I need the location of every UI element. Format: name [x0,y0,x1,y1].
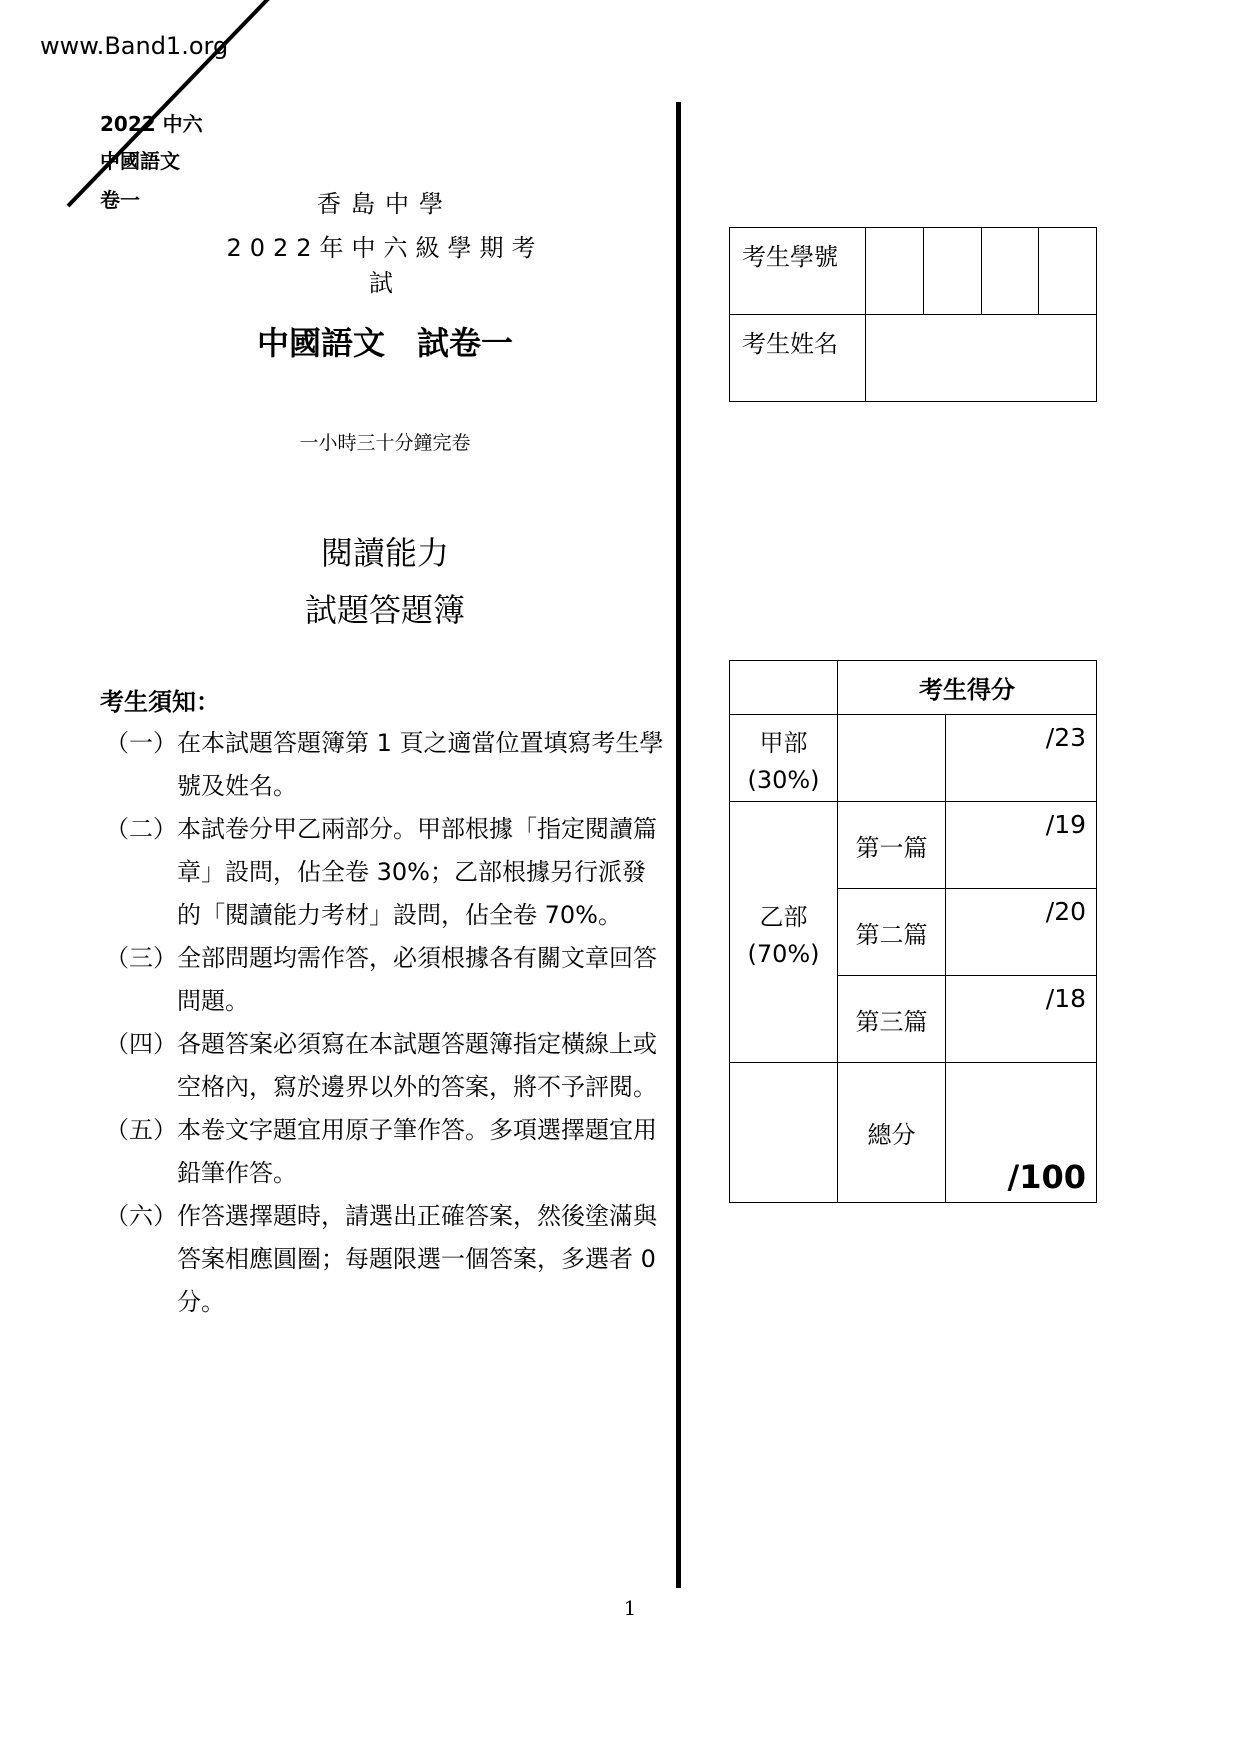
passage-3-max: /18 [946,976,1097,1063]
instruction-item: （五） 本卷文字題宜用原子筆作答。多項選擇題宜用鉛筆作答。 [105,1116,657,1187]
vertical-divider [676,102,681,1588]
instruction-item: （二） 本試卷分甲乙兩部分。甲部根據「指定閱讀篇章」設問，佔全卷 30%；乙部根據另行派發的「閱讀能力考材」設問，佔全卷 70%。 [105,815,657,929]
exam-title: 2022年中六級學期考試 [226,234,544,297]
instructions-list [105,722,665,1324]
score-table [729,660,1097,1203]
instruction-item: （一） 在本試題答題簿第 1 頁之適當位置填寫考生學號及姓名。 [105,729,664,800]
part-a-score-cell[interactable] [838,715,946,802]
corner-subject: 中國語文 [100,149,180,173]
candidate-name-label: 考生姓名 [730,315,866,402]
exam-duration: 一小時三十分鐘完卷 [299,432,471,454]
part-a-max: /23 [946,715,1097,802]
total-max: /100 [946,1063,1097,1203]
candidate-info-table [729,227,1097,402]
candidate-number-box[interactable] [981,228,1039,315]
candidate-number-box[interactable] [1039,228,1097,315]
passage-3-label: 第三篇 [838,976,946,1063]
school-name: 香島中學 [317,190,453,218]
corner-paper: 卷一 [100,188,140,212]
instruction-item: （六） 作答選擇題時，請選出正確答案，然後塗滿與答案相應圓圈；每題限選一個答案，多選者 0 分。 [105,1202,657,1316]
website-watermark: www.Band1.org [40,32,229,60]
part-a-label: 甲部 (30%) [730,715,838,802]
passage-1-label: 第一篇 [838,802,946,889]
booklet-title-line1: 閱讀能力 [320,534,449,572]
candidate-number-box[interactable] [923,228,981,315]
score-header: 考生得分 [838,661,1097,715]
candidate-number-box[interactable] [866,228,924,315]
booklet-title-line2: 試題答題簿 [304,591,465,629]
passage-1-max: /19 [946,802,1097,889]
instructions-title: 考生須知： [100,688,220,716]
passage-2-max: /20 [946,889,1097,976]
total-empty-cell [730,1063,838,1203]
candidate-number-label: 考生學號 [730,228,866,315]
score-corner-cell [730,661,838,715]
subject-title: 中國語文 試卷一 [256,324,513,362]
candidate-name-field[interactable] [866,315,1097,402]
total-label: 總分 [838,1063,946,1203]
instruction-item: （四） 各題答案必須寫在本試題答題簿指定橫線上或空格內，寫於邊界以外的答案，將不予評閱。 [105,1030,657,1101]
part-b-label: 乙部 (70%) [730,802,838,1063]
corner-year-form: 2022 中六 [100,112,203,136]
passage-2-label: 第二篇 [838,889,946,976]
instruction-item: （三） 全部問題均需作答，必須根據各有關文章回答問題。 [105,944,657,1015]
page-number: 1 [623,1596,637,1620]
